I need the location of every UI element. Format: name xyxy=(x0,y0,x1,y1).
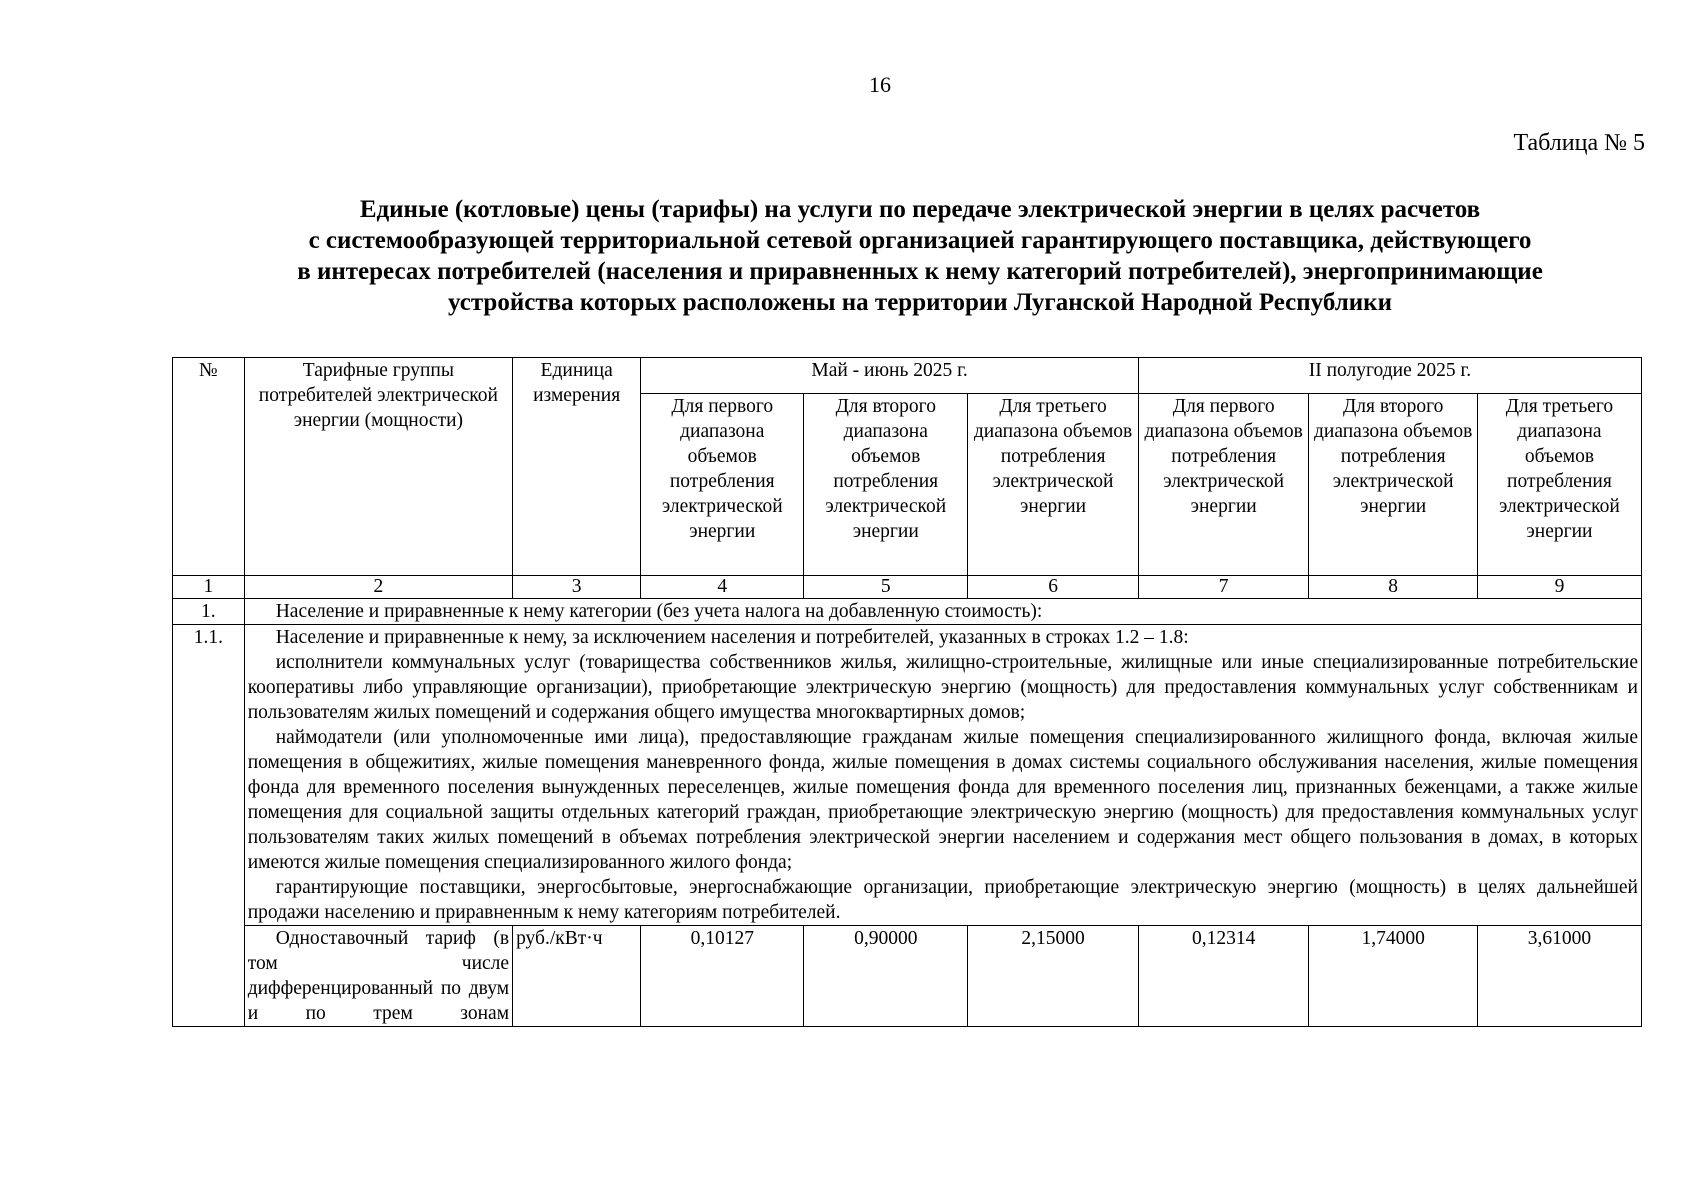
header-range-third: Для третьего диапазона объемов потребления электрической энергии xyxy=(1477,394,1641,576)
tariff-value: 1,74000 xyxy=(1309,926,1477,1027)
title-line: устройства которых расположены на территории Луганской Народной Республики xyxy=(448,289,1392,316)
header-period-may-june: Май - июнь 2025 г. xyxy=(641,358,1139,394)
column-number: 3 xyxy=(513,576,641,599)
title-line: в интересах потребителей (населения и приравненных к нему категорий потребителей), энергопринимающие xyxy=(297,258,1543,285)
header-range-first: Для первого диапазона объемов потребления электрической энергии xyxy=(1138,394,1309,576)
header-tariff-groups: Тарифные группы потребителей электрической энергии (мощности) xyxy=(244,358,512,576)
tariff-table xyxy=(172,357,1642,1027)
header-unit: Единица измерения xyxy=(513,358,641,576)
header-range-second: Для второго диапазона объемов потребления электрической энергии xyxy=(804,394,968,576)
header-range-first: Для первого диапазона объемов потребления электрической энергии xyxy=(641,394,804,576)
column-number: 8 xyxy=(1309,576,1477,599)
section-1-1-text xyxy=(244,625,1641,926)
section-1-row xyxy=(173,599,1642,625)
section-1-1-paragraph: гарантирующие поставщики, энергосбытовые, энергоснабжающие организации, приобретающие электрическую энергию (мощность) в целях дальнейшей продажи населению и приравненным к нему категориям потребителей. xyxy=(247,877,1638,923)
column-number: 2 xyxy=(244,576,512,599)
title-line: Единые (котловые) цены (тарифы) на услуги по передаче электрической энергии в целях расчетов xyxy=(359,196,1481,223)
page-number: 16 xyxy=(869,72,891,97)
column-number: 1 xyxy=(173,576,245,599)
header-num: № xyxy=(173,358,245,576)
document-title xyxy=(170,194,1670,318)
column-number: 6 xyxy=(968,576,1139,599)
section-1-text: Население и приравненные к нему категории (без учета налога на добавленную стоимость): xyxy=(244,599,1641,625)
tariff-value-row xyxy=(173,926,1642,1027)
section-1-1-number: 1.1. xyxy=(173,625,245,1027)
section-1-number: 1. xyxy=(173,599,245,625)
tariff-value: 0,10127 xyxy=(641,926,804,1027)
column-number: 5 xyxy=(804,576,968,599)
column-number: 7 xyxy=(1138,576,1309,599)
table-label: Таблица № 5 xyxy=(1513,130,1645,156)
header-range-third: Для третьего диапазона объемов потребления электрической энергии xyxy=(968,394,1139,576)
title-line: с системообразующей территориальной сетевой организацией гарантирующего поставщика, действующего xyxy=(308,227,1532,254)
tariff-unit: руб./кВт·ч xyxy=(513,926,641,1027)
tariff-description: Одноставочный тариф (в том числе дифференцированный по двум и по трем зонам xyxy=(244,926,512,1027)
section-1-1-paragraph: Население и приравненные к нему, за исключением населения и потребителей, указанных в строках 1.2 – 1.8: xyxy=(275,627,1189,648)
tariff-value: 0,90000 xyxy=(804,926,968,1027)
header-row xyxy=(173,358,1642,394)
section-1-1-paragraph: наймодатели (или уполномоченные ими лица), предоставляющие гражданам жилые помещения специализированного жилищного фонда, включая жилые помещения в общежитиях, жилые помещения маневренного фонда, жилые помещения в домах системы социального обслуживания населения, жилые помещения фонда для временного поселения вынужденных переселенцев, жилые помещения фонда для временного поселения лиц, признанных беженцами, а также жилые помещения для социальной защиты отдельных категорий граждан, приобретающие электрическую энергию (мощность) для предоставления коммунальных услуг пользователям таких жилых помещений в объемах потребления электрической энергии населением и содержания мест общего пользования в домах, в которых имеются жилые помещения специализированного жилого фонда; xyxy=(247,727,1638,873)
column-number: 4 xyxy=(641,576,804,599)
tariff-value: 3,61000 xyxy=(1477,926,1641,1027)
column-number-row xyxy=(173,576,1642,599)
header-range-second: Для второго диапазона объемов потребления электрической энергии xyxy=(1309,394,1477,576)
section-1-1-row xyxy=(173,625,1642,926)
header-period-h2: II полугодие 2025 г. xyxy=(1138,358,1641,394)
tariff-value: 0,12314 xyxy=(1138,926,1309,1027)
tariff-value: 2,15000 xyxy=(968,926,1139,1027)
column-number: 9 xyxy=(1477,576,1641,599)
section-1-1-paragraph: исполнители коммунальных услуг (товарищества собственников жилья, жилищно-строительные, жилищные или иные специализированные потребительские кооперативы либо управляющие организации), приобретающие электрическую энергию (мощность) для предоставления коммунальных услуг собственникам и пользователям жилых помещений и содержания общего имущества многоквартирных домов; xyxy=(247,652,1638,723)
